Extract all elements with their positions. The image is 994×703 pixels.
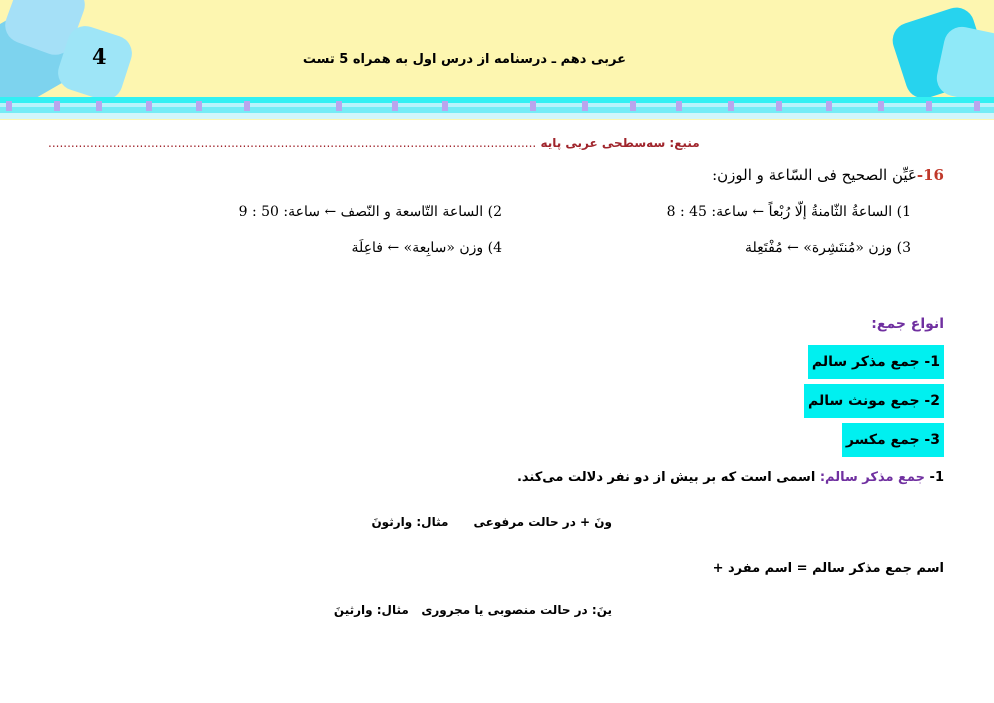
strip-tick (196, 101, 202, 111)
strip-tick (826, 101, 832, 111)
header-strip (0, 113, 994, 119)
strip-tick (728, 101, 734, 111)
source-line (48, 136, 944, 150)
plural-type-item: 3- جمع مکسر (842, 423, 944, 457)
page-header (0, 0, 994, 120)
strip-tick (582, 101, 588, 111)
strip-tick (630, 101, 636, 111)
option-1: 1) الساعةُ الثّامنةُ إلّا رُبْعاً ← ساعة: 45 : 8 (666, 204, 911, 220)
definition-prefix: 1- (929, 470, 944, 485)
nominative-rule: ونَ + در حالت مرفوعی مثال: وارثونَ (371, 515, 612, 529)
option-2: 2) الساعة التّاسعة و النّصف ← ساعة: 50 : 9 (238, 204, 502, 220)
question-number: 16- (916, 166, 944, 184)
accusative-genitive-rule: ینَ: در حالت منصوبی یا مجروری مثال: وارثینَ (333, 603, 612, 617)
strip-tick (54, 101, 60, 111)
plural-formula: اسم جمع مذکر سالم = اسم مفرد + (712, 561, 944, 576)
source-label: منبع: سه‌سطحی عربی پایه (540, 136, 700, 150)
option-4: 4) وزن «سابِعة» ← فاعِلَة (351, 240, 502, 256)
strip-tick (442, 101, 448, 111)
strip-tick (244, 101, 250, 111)
strip-tick (974, 101, 980, 111)
plural-type-item: 2- جمع مونث سالم (804, 384, 944, 418)
option-3: 3) وزن «مُنتَشِرة» ← مُفْتَعِلة (744, 240, 911, 256)
strip-tick (146, 101, 152, 111)
strip-tick (878, 101, 884, 111)
question-16 (712, 166, 944, 184)
strip-tick (336, 101, 342, 111)
definition-text: اسمی است که بر بیش از دو نفر دلالت می‌کند. (516, 470, 816, 485)
plural-types-heading: انواع جمع: (871, 316, 944, 332)
strip-tick (926, 101, 932, 111)
page-number: 4 (92, 44, 107, 69)
plural-type-item: 1- جمع مذکر سالم (808, 345, 944, 379)
page-title: عربی دهم ـ درسنامه از درس اول به همراه 5 تست (302, 52, 626, 67)
strip-tick (6, 101, 12, 111)
question-text: عَیِّن الصحیح فی السّاعة و الوزن: (712, 166, 917, 184)
strip-tick (392, 101, 398, 111)
strip-tick (676, 101, 682, 111)
definition-line (517, 470, 944, 485)
strip-tick (96, 101, 102, 111)
strip-tick (776, 101, 782, 111)
definition-term: جمع مذکر سالم: (819, 470, 926, 485)
source-dots: ................................................................................................................................ (48, 136, 537, 150)
strip-tick (530, 101, 536, 111)
